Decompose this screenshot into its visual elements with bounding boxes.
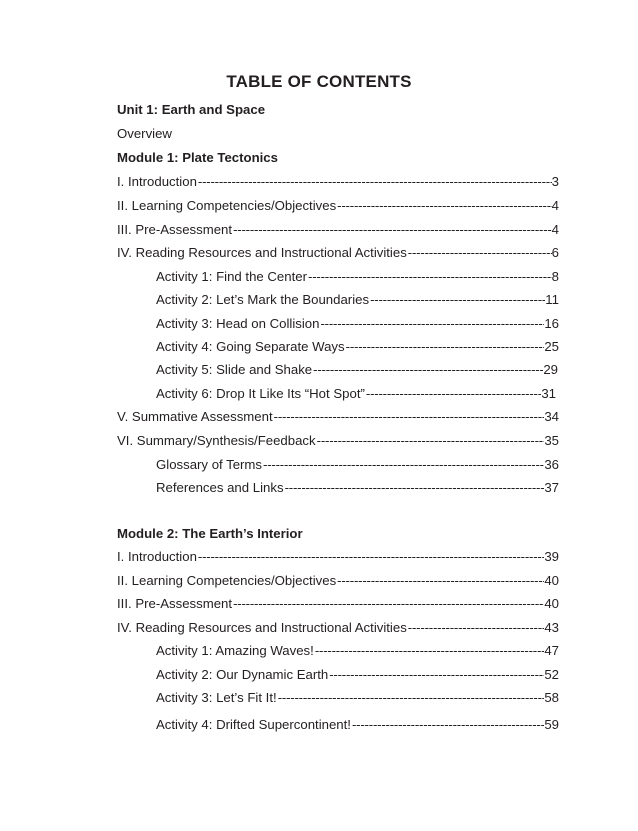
toc-entry[interactable] — [117, 197, 559, 215]
dot-leader — [407, 619, 545, 637]
toc-entry[interactable] — [156, 479, 559, 497]
dot-leader — [314, 642, 545, 660]
toc-entry-page: 43 — [544, 620, 559, 635]
toc-entry-page: 40 — [544, 573, 559, 588]
dot-leader — [407, 244, 552, 262]
toc-entry[interactable] — [156, 315, 559, 333]
toc-entry-page: 40 — [544, 596, 559, 611]
dot-leader — [316, 432, 545, 450]
toc-entry-label: Activity 5: Slide and Shake — [156, 362, 313, 377]
toc-entry-label: Activity 2: Our Dynamic Earth — [156, 667, 329, 682]
toc-entry-label: Glossary of Terms — [156, 457, 263, 472]
toc-entry-label: Activity 6: Drop It Like Its “Hot Spot” — [156, 386, 365, 401]
toc-entry-label: III. Pre-Assessment — [117, 596, 233, 611]
toc-entry[interactable] — [117, 432, 559, 450]
dot-leader — [262, 456, 544, 474]
toc-entry-page: 3 — [551, 174, 559, 189]
toc-entry[interactable] — [117, 548, 559, 566]
dot-leader — [277, 689, 545, 707]
toc-entry-label: VI. Summary/Synthesis/Feedback — [117, 433, 316, 448]
dot-leader — [284, 479, 545, 497]
dot-leader — [312, 361, 543, 379]
toc-entry-page: 58 — [544, 690, 559, 705]
toc-entry-label: V. Summative Assessment — [117, 409, 273, 424]
toc-entry-label: IV. Reading Resources and Instructional Activities — [117, 245, 407, 260]
dot-leader — [351, 716, 544, 734]
overview-link[interactable]: Overview — [117, 126, 172, 141]
toc-entry[interactable] — [117, 244, 559, 262]
dot-leader — [336, 197, 551, 215]
toc-entry-label: II. Learning Competencies/Objectives — [117, 573, 337, 588]
page-title: TABLE OF CONTENTS — [226, 72, 412, 91]
dot-leader — [197, 548, 544, 566]
toc-entry[interactable] — [156, 666, 559, 684]
toc-entry[interactable] — [156, 338, 559, 356]
toc-entry-label: References and Links — [156, 480, 284, 495]
dot-leader — [307, 268, 552, 286]
toc-entry[interactable] — [117, 221, 559, 239]
toc-entry[interactable] — [117, 619, 559, 637]
dot-leader — [319, 315, 544, 333]
toc-entry-page: 52 — [544, 667, 559, 682]
toc-entry-label: IV. Reading Resources and Instructional Activities — [117, 620, 407, 635]
dot-leader — [328, 666, 544, 684]
toc-entry-label: Activity 1: Amazing Waves! — [156, 643, 314, 658]
toc-entry[interactable] — [117, 595, 559, 613]
toc-entry-label: Activity 4: Going Separate Ways — [156, 339, 345, 354]
toc-entry-label: Activity 4: Drifted Supercontinent! — [156, 717, 351, 732]
toc-entry-page: 6 — [551, 245, 559, 260]
toc-entry-page: 11 — [545, 292, 559, 307]
toc-entry[interactable] — [156, 689, 559, 707]
toc-entry[interactable] — [156, 456, 559, 474]
toc-entry-page: 31 — [541, 386, 556, 401]
dot-leader — [273, 408, 545, 426]
module-1-heading: Module 1: Plate Tectonics — [117, 150, 278, 165]
toc-entry-page: 37 — [544, 480, 559, 495]
toc-entry-page: 29 — [543, 362, 558, 377]
toc-entry-page: 59 — [544, 717, 559, 732]
toc-entry-label: Activity 3: Let’s Fit It! — [156, 690, 277, 705]
toc-entry-page: 25 — [544, 339, 559, 354]
toc-entry[interactable] — [156, 716, 559, 734]
toc-entry-label: II. Learning Competencies/Objectives — [117, 198, 337, 213]
toc-entry-page: 36 — [544, 457, 559, 472]
toc-entry[interactable] — [156, 385, 556, 403]
dot-leader — [232, 221, 552, 239]
toc-entry-page: 47 — [544, 643, 559, 658]
toc-entry-page: 4 — [551, 222, 559, 237]
dot-leader — [232, 595, 544, 613]
toc-entry[interactable] — [117, 173, 559, 191]
unit-heading: Unit 1: Earth and Space — [117, 102, 266, 117]
dot-leader — [197, 173, 552, 191]
toc-entry-page: 4 — [551, 198, 559, 213]
dot-leader — [336, 572, 544, 590]
toc-entry-page: 34 — [544, 409, 559, 424]
toc-entry-label: III. Pre-Assessment — [117, 222, 233, 237]
toc-entry-page: 8 — [551, 269, 559, 284]
toc-entry[interactable] — [156, 268, 559, 286]
toc-entry-label: Activity 1: Find the Center — [156, 269, 307, 284]
toc-entry-label: Activity 2: Let’s Mark the Boundaries — [156, 292, 370, 307]
toc-entry-page: 35 — [544, 433, 559, 448]
dot-leader — [369, 291, 545, 309]
module-2-heading: Module 2: The Earth’s Interior — [117, 526, 303, 541]
toc-entry-page: 39 — [544, 549, 559, 564]
dot-leader — [345, 338, 545, 356]
toc-entry[interactable] — [156, 642, 559, 660]
toc-entry-label: Activity 3: Head on Collision — [156, 316, 320, 331]
toc-entry[interactable] — [156, 361, 558, 379]
toc-entry[interactable] — [156, 291, 559, 309]
toc-entry-label: I. Introduction — [117, 549, 197, 564]
dot-leader — [365, 385, 541, 403]
toc-entry-label: I. Introduction — [117, 174, 197, 189]
toc-entry-page: 16 — [544, 316, 559, 331]
toc-entry[interactable] — [117, 572, 559, 590]
toc-entry[interactable] — [117, 408, 559, 426]
